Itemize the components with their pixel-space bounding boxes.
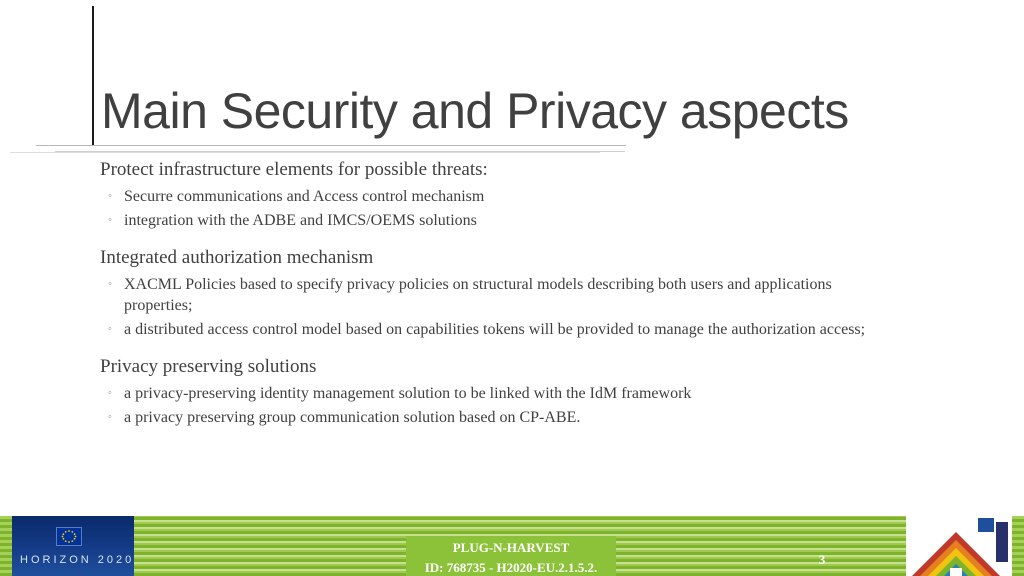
bullet-marker-icon: ◦: [108, 278, 112, 290]
horizon-2020-label: HORIZON 2020: [20, 554, 135, 566]
slide-title: Main Security and Privacy aspects: [101, 83, 849, 139]
bullet-marker-icon: ◦: [108, 411, 112, 423]
bullet-marker-icon: ◦: [108, 190, 112, 202]
bullet-marker-icon: ◦: [108, 214, 112, 226]
bullet-text: a privacy-preserving identity management solution to be linked with the IdM framework: [124, 385, 692, 402]
house-logo-icon: [906, 514, 1012, 576]
bullet-text: a distributed access control model based on capabilities tokens will be provided to manage the authorization access;: [124, 321, 866, 338]
bullet-item: [100, 319, 900, 340]
bullet-text: a privacy preserving group communication solution based on CP-ABE.: [124, 409, 581, 426]
bullet-item: [100, 186, 900, 207]
slide-content: [100, 157, 900, 442]
section-heading: Privacy preserving solutions: [100, 356, 317, 377]
footer-stripes-right: [1012, 516, 1024, 576]
bullet-text: XACML Policies based to specify privacy policies on structural models describing both users and applications properties;: [124, 276, 832, 314]
bullet-text: Securre communications and Access control mechanism: [124, 188, 485, 205]
page-number: 3: [818, 552, 826, 567]
section-heading: Integrated authorization mechanism: [100, 247, 374, 268]
footer-stripes-left: [0, 516, 12, 576]
bullet-item: [100, 383, 900, 404]
bullet-text: integration with the ADBE and IMCS/OEMS solutions: [124, 212, 477, 229]
eu-flag-icon: [56, 527, 82, 546]
bullet-marker-icon: ◦: [108, 387, 112, 399]
bullet-item: [100, 210, 900, 231]
section-heading: Protect infrastructure elements for possible threats:: [100, 159, 488, 180]
bullet-marker-icon: ◦: [108, 323, 112, 335]
project-name: PLUG-N-HARVEST: [452, 540, 570, 555]
section-authorization: [100, 245, 900, 340]
title-underline-tertiary: [10, 152, 600, 153]
section-protect-infrastructure: [100, 157, 900, 231]
grant-id: ID: 768735 - H2020-EU.2.1.5.2.: [424, 560, 598, 575]
title-underline: [36, 145, 626, 146]
horizon-2020-logo: [12, 516, 134, 576]
bullet-item: [100, 407, 900, 428]
bullet-item: [100, 274, 900, 316]
section-privacy-preserving: [100, 354, 900, 428]
vertical-accent-line: [92, 6, 94, 146]
